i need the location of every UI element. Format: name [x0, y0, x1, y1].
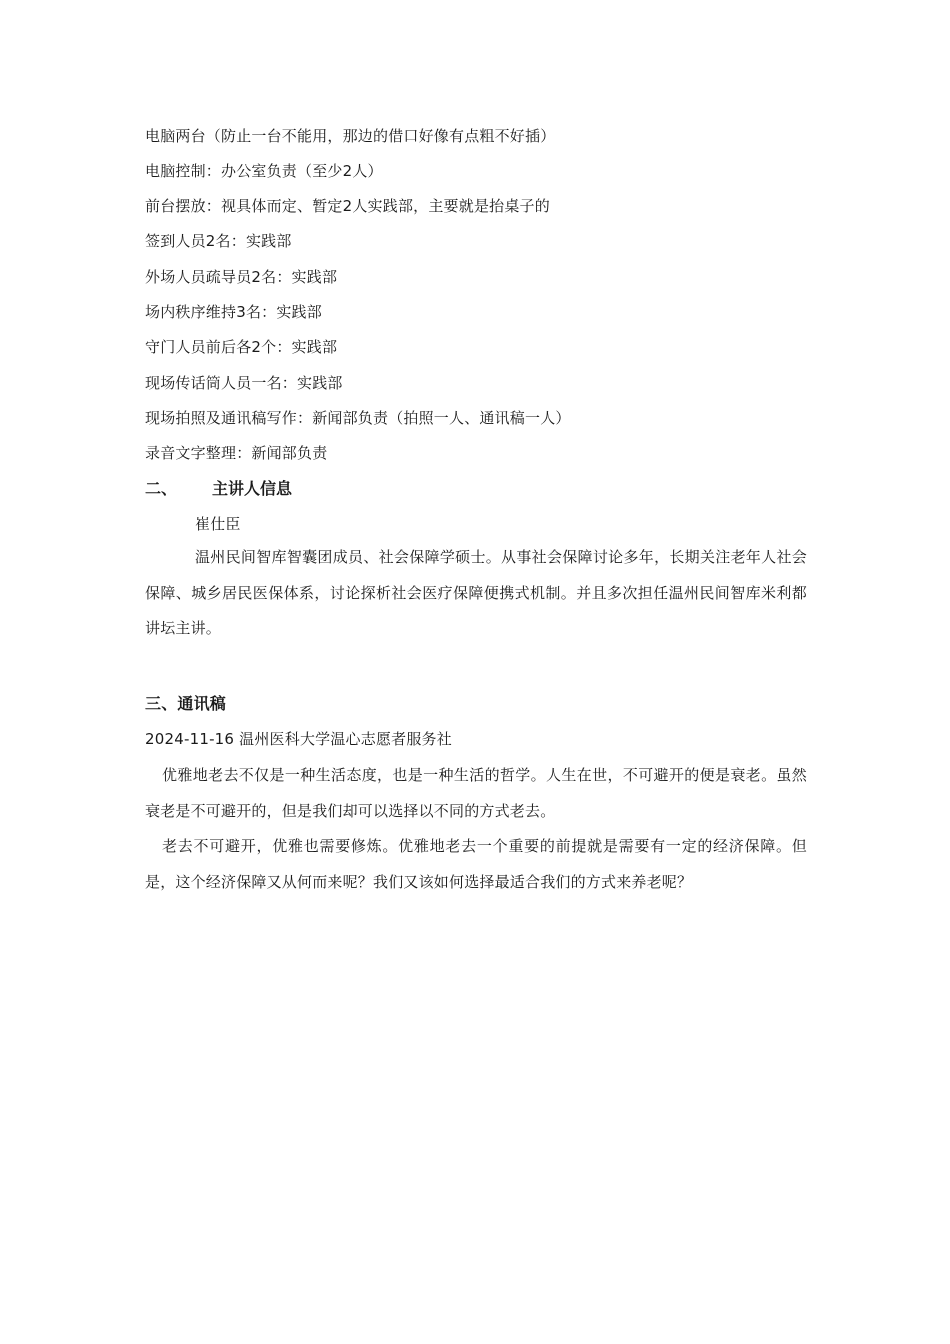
news-paragraph-1: 优雅地老去不仅是一种生活态度，也是一种生活的哲学。人生在世，不可避开的便是衰老。虽然衰老是不可避开的，但是我们却可以选择以不同的方式老去。: [145, 766, 807, 820]
staffing-line-door-keepers: 守门人员前后各2个：实践部: [145, 338, 338, 356]
speaker-bio: 温州民间智库智囊团成员、社会保障学硕士。从事社会保障讨论多年，长期关注老年人社会保障、城乡居民医保体系，讨论探析社会医疗保障便携式机制。并且多次担任温州民间智库米利都讲坛主讲。: [145, 548, 807, 637]
staffing-line-order: 场内秩序维持3名：实践部: [145, 303, 322, 321]
staffing-line-photo-news: 现场拍照及通讯稿写作：新闻部负责（拍照一人、通讯稿一人）: [145, 409, 571, 427]
staffing-line-messenger: 现场传话筒人员一名：实践部: [145, 374, 343, 392]
staffing-line-transcription: 录音文字整理：新闻部负责: [145, 444, 328, 462]
speaker-section-number: 二、: [145, 479, 178, 498]
news-byline: 2024-11-16 温州医科大学温心志愿者服务社: [145, 730, 452, 748]
staffing-line-computer-control: 电脑控制：办公室负责（至少2人）: [145, 162, 383, 180]
speaker-name: 崔仕臣: [195, 515, 241, 533]
news-section-title: 三、通讯稿: [145, 694, 227, 713]
speaker-section-title: 主讲人信息: [212, 479, 293, 498]
staffing-line-outside-guides: 外场人员疏导员2名：实践部: [145, 268, 338, 286]
staffing-line-sign-in: 签到人员2名：实践部: [145, 232, 292, 250]
news-paragraph-2: 老去不可避开，优雅也需要修炼。优雅地老去一个重要的前提就是需要有一定的经济保障。但是，这个经济保障又从何而来呢？我们又该如何选择最适合我们的方式来养老呢？: [145, 837, 807, 891]
staffing-line-front-desk: 前台摆放：视具体而定、暂定2人实践部，主要就是抬桌子的: [145, 197, 550, 215]
staffing-line-computers: 电脑两台（防止一台不能用，那边的借口好像有点粗不好插）: [145, 127, 556, 145]
